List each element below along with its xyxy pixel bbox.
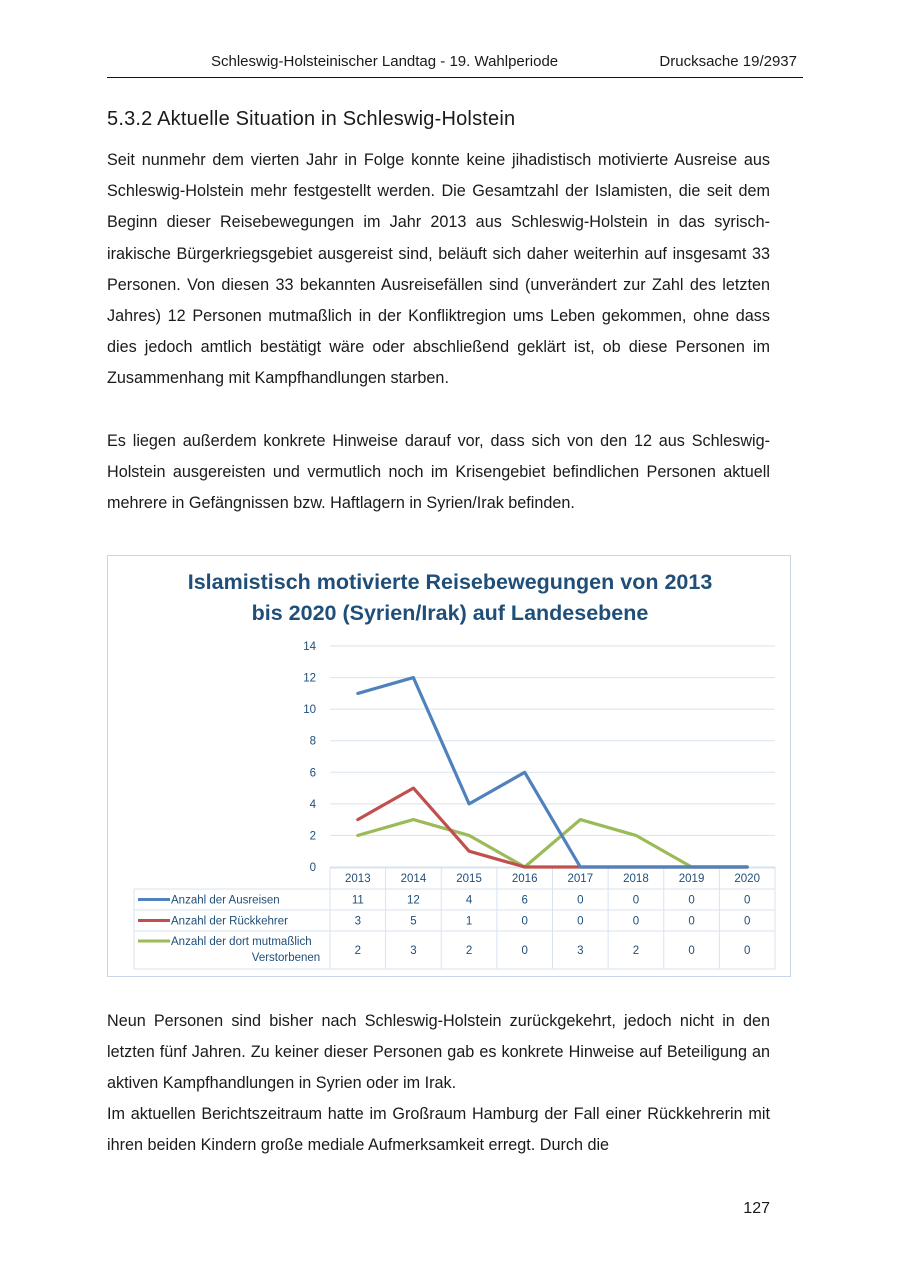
- x-tick-label: 2014: [400, 873, 427, 885]
- header-title: Schleswig-Holsteinischer Landtag - 19. Wahlperiode: [211, 53, 559, 70]
- legend-label: Anzahl der dort mutmaßlich: [171, 936, 312, 948]
- data-table-value: 0: [688, 945, 695, 957]
- data-table-value: 12: [407, 894, 420, 907]
- y-tick-label: 6: [309, 767, 316, 780]
- data-table-value: 4: [465, 894, 473, 907]
- y-tick-label: 4: [309, 798, 316, 811]
- series-line: [358, 820, 747, 867]
- y-tick-label: 8: [309, 735, 316, 748]
- data-table-value: 1: [465, 915, 473, 928]
- paragraph-2: Es liegen außerdem konkrete Hinweise darauf vor, dass sich von den 12 aus Schleswig-Holstein ausgereisten und vermutlich noch im Krisengebiet befindlichen Personen aktuell mehrere in Gefängnissen bzw. Haftlagern in Syrien/Irak befinden.: [107, 432, 770, 513]
- series-line: [358, 788, 747, 867]
- chart-title-line-2: bis 2020 (Syrien/Irak) auf Landesebene: [251, 601, 649, 625]
- data-table-value: 0: [743, 915, 751, 928]
- data-table-value: 0: [632, 894, 640, 907]
- x-tick-label: 2016: [511, 873, 538, 885]
- legend-label: Verstorbenen: [251, 952, 321, 964]
- page-number: 127: [743, 1200, 770, 1217]
- data-table-value: 0: [743, 945, 751, 957]
- x-tick-label: 2020: [734, 873, 760, 885]
- y-tick-label: 0: [309, 862, 316, 874]
- data-table-value: 0: [688, 894, 695, 907]
- x-tick-label: 2017: [567, 873, 594, 885]
- data-table-value: 2: [632, 945, 640, 957]
- paragraph-4: Im aktuellen Berichtszeitraum hatte im Großraum Hamburg der Fall einer Rückkehrerin mit ihren beiden Kindern große mediale Aufmerksamkeit erregt. Durch die: [107, 1105, 770, 1155]
- data-table-value: 3: [354, 915, 362, 928]
- data-table-value: 3: [577, 945, 584, 957]
- section-title: 5.3.2 Aktuelle Situation in Schleswig-Holstein: [107, 108, 516, 130]
- data-table-value: 0: [577, 915, 584, 928]
- data-table-value: 0: [632, 915, 640, 928]
- legend-label: Anzahl der Ausreisen: [171, 894, 280, 907]
- legend-label: Anzahl der Rückkehrer: [171, 915, 288, 928]
- data-table-value: 2: [354, 945, 362, 957]
- data-table-value: 6: [521, 894, 528, 907]
- x-tick-label: 2015: [456, 873, 482, 885]
- x-tick-label: 2013: [345, 873, 371, 885]
- y-tick-label: 12: [303, 672, 316, 685]
- data-table-value: 11: [351, 894, 364, 907]
- data-table-value: 0: [688, 915, 695, 928]
- data-table-value: 0: [743, 894, 751, 907]
- data-table-value: 5: [410, 915, 417, 928]
- data-table-value: 0: [521, 945, 528, 957]
- y-tick-label: 10: [303, 704, 316, 717]
- data-table-value: 2: [465, 945, 473, 957]
- chart-container: [107, 555, 791, 977]
- y-tick-label: 14: [303, 641, 316, 653]
- paragraph-3: Neun Personen sind bisher nach Schleswig-Holstein zurückgekehrt, jedoch nicht in den letzten fünf Jahren. Zu keiner dieser Personen gab es konkrete Hinweise auf Beteiligung an aktiven Kampfhandlungen in Syrien oder im Irak.: [107, 1012, 770, 1093]
- document-number: Drucksache 19/2937: [659, 53, 797, 70]
- y-tick-label: 2: [309, 830, 316, 843]
- x-tick-label: 2018: [623, 873, 649, 885]
- data-table-value: 3: [410, 945, 417, 957]
- x-tick-label: 2019: [678, 873, 705, 885]
- line-chart: [108, 556, 792, 978]
- chart-title-line-1: Islamistisch motivierte Reisebewegungen von 2013: [187, 570, 713, 594]
- data-table-value: 0: [521, 915, 528, 928]
- data-table-value: 0: [577, 894, 584, 907]
- paragraph-1: Seit nunmehr dem vierten Jahr in Folge konnte keine jihadistisch motivierte Ausreise aus Schleswig-Holstein mehr festgestellt werden. Die Gesamtzahl der Islamisten, die seit dem Beginn dieser Reisebewegungen im Jahr 2013 aus Schleswig-Holstein in das syrisch-irakische Bürgerkriegsgebiet ausgereist sind, beläuft sich daher weiterhin auf insgesamt 33 Personen. Von diesen 33 bekannten Ausreisefällen sind (unverändert zur Zahl des letzten Jahres) 12 Personen mutmaßlich in der Konfliktregion ums Leben gekommen, ohne dass dies jedoch amtlich bestätigt wäre oder abschließend geklärt ist, ob diese Personen im Zusammenhang mit Kampfhandlungen starben.: [107, 151, 770, 388]
- page-header: [107, 50, 803, 78]
